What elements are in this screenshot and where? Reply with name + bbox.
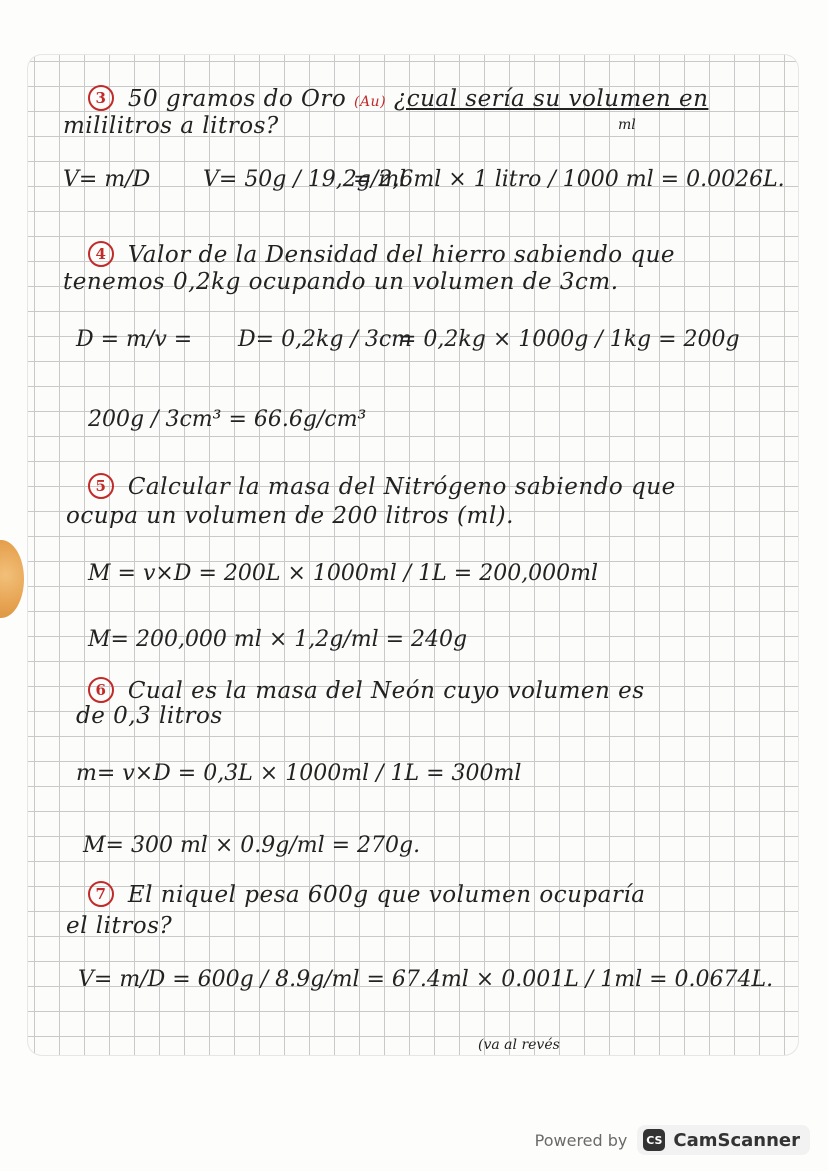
problem-5-line2: ocupa un volumen de 200 litros (ml). xyxy=(66,503,514,529)
problem-7-heading xyxy=(88,881,645,908)
problem-3-text-b: ¿cual sería su volumen en xyxy=(393,86,709,112)
problem-7-note: (va al revés xyxy=(478,1037,560,1053)
problem-5-text-a: Calcular la masa del Nitrógeno sabiendo que xyxy=(127,474,676,500)
problem-3-text-a: 50 gramos do Oro xyxy=(127,86,347,112)
problem-3-result: = 2,6ml × 1 litro / 1000 ml = 0.0026L. xyxy=(353,167,785,192)
problem-4-result: = 0,2kg × 1000g / 1kg = 200g xyxy=(398,327,740,352)
problem-4-text-a: Valor de la Densidad del hierro sabiendo que xyxy=(127,242,676,268)
problem-3-number: 3 xyxy=(88,85,114,111)
graph-paper-sheet xyxy=(28,55,798,1055)
problem-7-step1: V= m/D = 600g / 8.9g/ml = 67.4ml × 0.001L / 1ml = 0.0674L. xyxy=(78,967,774,992)
powered-by-label: Powered by xyxy=(534,1130,628,1150)
problem-6-number: 6 xyxy=(88,677,114,703)
problem-4-number: 4 xyxy=(88,241,114,267)
problem-5-heading xyxy=(88,473,676,500)
camscanner-watermark xyxy=(535,1122,810,1158)
camscanner-badge xyxy=(637,1125,810,1155)
problem-3-unit-note: ml xyxy=(618,117,636,133)
problem-3-line2: mililitros a litros? xyxy=(63,113,279,139)
problem-3-formula: V= m/D xyxy=(63,167,151,192)
problem-4-heading xyxy=(88,241,675,268)
problem-6-text-a: Cual es la masa del Neón cuyo volumen es xyxy=(127,678,645,704)
problem-6-step2: M= 300 ml × 0.9g/ml = 270g. xyxy=(83,833,421,858)
problem-5-step2: M= 200,000 ml × 1,2g/ml = 240g xyxy=(88,627,468,652)
problem-3-heading xyxy=(88,85,708,112)
problem-4-final: 200g / 3cm³ = 66.6g/cm³ xyxy=(88,407,367,432)
problem-7-line2: el litros? xyxy=(66,913,173,939)
camscanner-name: CamScanner xyxy=(673,1129,800,1151)
problem-5-number: 5 xyxy=(88,473,114,499)
problem-4-line2: tenemos 0,2kg ocupando un volumen de 3cm. xyxy=(63,269,619,295)
problem-4-step: D= 0,2kg / 3cm xyxy=(238,327,413,352)
problem-3-step: V= 50g / 19,2g/ml xyxy=(203,167,407,192)
problem-6-line2: de 0,3 litros xyxy=(76,703,223,729)
problem-4-formula: D = m/v = xyxy=(76,327,193,352)
problem-7-text-a: El niquel pesa 600g que volumen ocuparía xyxy=(127,882,646,908)
problem-5-step1: M = v×D = 200L × 1000ml / 1L = 200,000ml xyxy=(88,561,599,586)
problem-3-tag: (Au) xyxy=(353,94,387,110)
finger-edge xyxy=(0,540,24,618)
problem-6-step1: m= v×D = 0,3L × 1000ml / 1L = 300ml xyxy=(76,761,522,786)
problem-7-number: 7 xyxy=(88,881,114,907)
problem-6-heading xyxy=(88,677,645,704)
camscanner-logo-icon: CS xyxy=(643,1129,665,1151)
